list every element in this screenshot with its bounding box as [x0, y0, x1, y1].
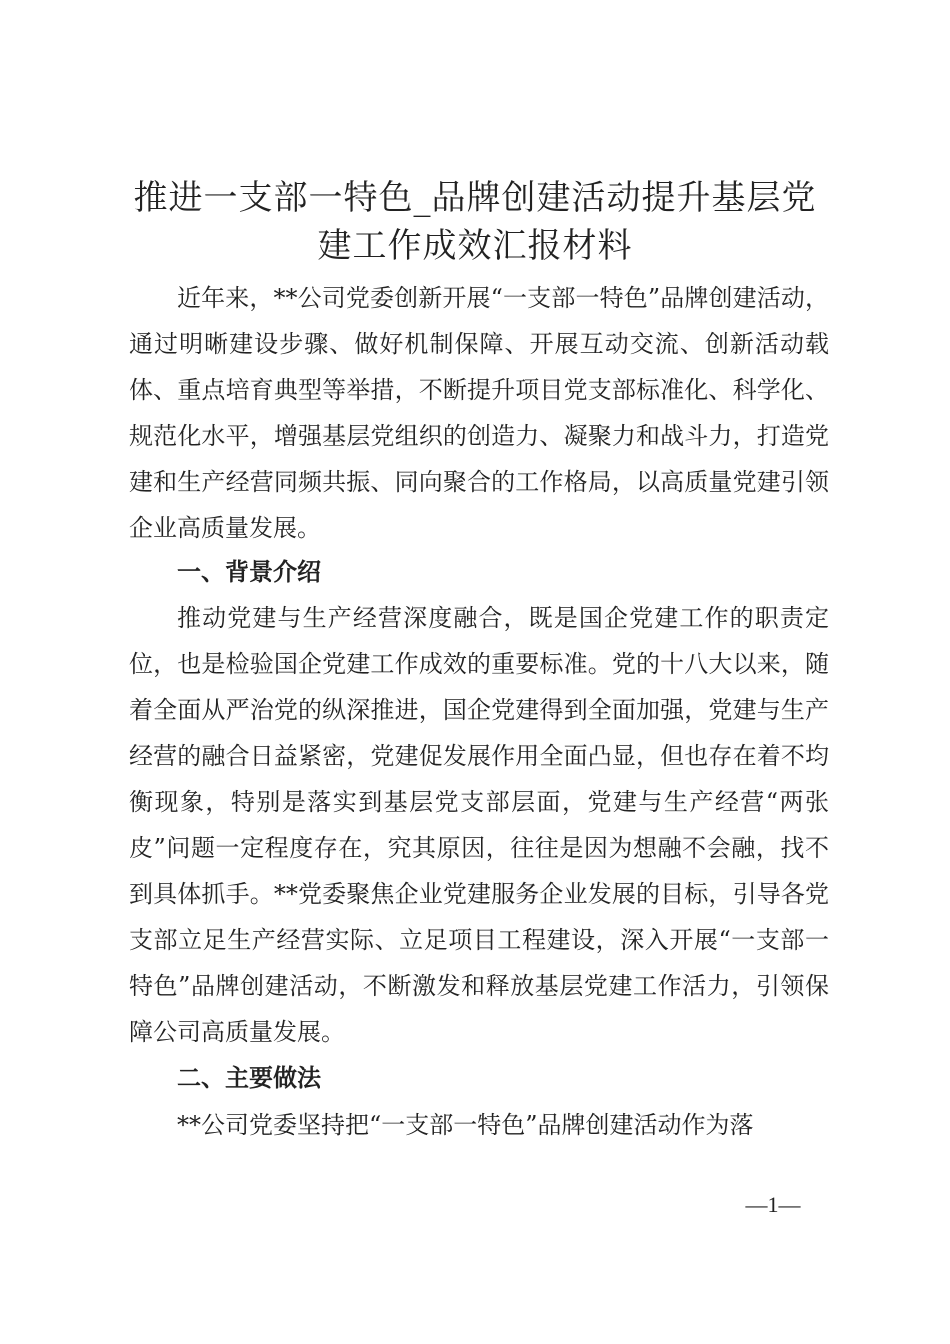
background-paragraph: 推动党建与生产经营深度融合，既是国企党建工作的职责定位，也是检验国企党建工作成效的重要标准。党的十八大以来，随着全面从严治党的纵深推进，国企党建得到全面加强，党建与生产经营的融合日益紧密，党建促发展作用全面凸显，但也存在着不均衡现象，特别是落实到基层党支部层面，党建与生产经营“两张皮”问题一定程度存在，究其原因，往往是因为想融不会融，找不到具体抓手。**党委聚焦企业党建服务企业发展的目标，引导各党支部立足生产经营实际、立足项目工程建设，深入开展“一支部一特色”品牌创建活动，不断激发和释放基层党建工作活力，引领保障公司高质量发展。: [129, 604, 829, 1046]
document-title-line-1: 推进一支部一特色_品牌创建活动提升基层党: [133, 178, 817, 218]
section-heading-background: 一、背景介绍: [177, 558, 321, 586]
page-number: —1—: [745, 1192, 801, 1217]
intro-paragraph: 近年来，**公司党委创新开展“一支部一特色”品牌创建活动，通过明晰建设步骤、做好机制保障、开展互动交流、创新活动载体、重点培育典型等举措，不断提升项目党支部标准化、科学化、规范化水平，增强基层党组织的创造力、凝聚力和战斗力，打造党建和生产经营同频共振、同向聚合的工作格局，以高质量党建引领企业高质量发展。: [129, 284, 829, 542]
section-heading-main-practices: 二、主要做法: [177, 1064, 321, 1092]
main-practices-paragraph: **公司党委坚持把“一支部一特色”品牌创建活动作为落: [177, 1111, 754, 1139]
document-title-line-2: 建工作成效汇报材料: [317, 226, 633, 266]
